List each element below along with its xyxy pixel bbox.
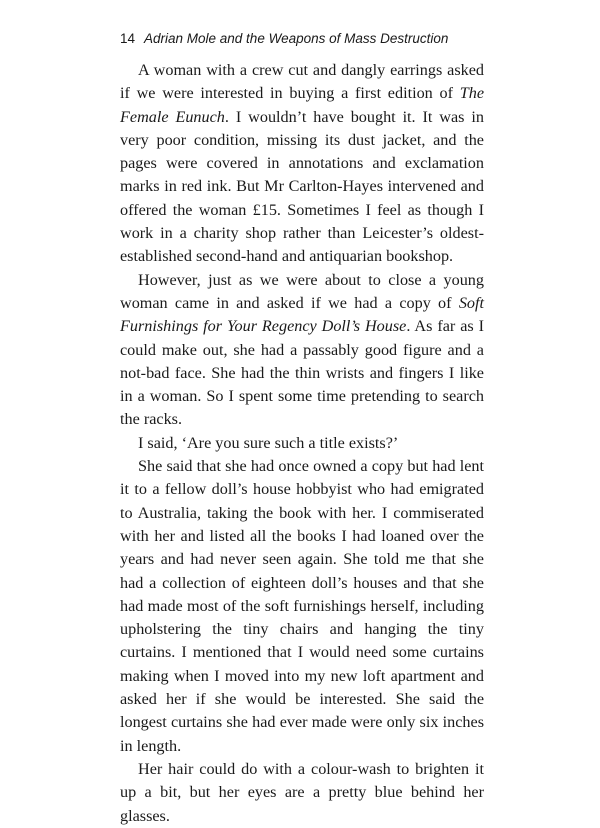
page-number: 14 [120, 31, 136, 46]
text-run: I said, ‘Are you sure such a title exists?’ [138, 433, 399, 452]
paragraph-1 [120, 59, 484, 269]
paragraph-4 [120, 455, 484, 758]
text-run: She said that she had once owned a copy but had lent it to a fellow doll’s house hobbyist who had emigrated to Australia, taking the book with her. I commiserated with her and listed all the books I had loaned over the years and had never seen again. She told me that she had a collection of eighteen doll’s houses and that she had made most of the soft furnishings herself, including upholstering the tiny chairs and hanging the tiny curtains. I mentioned that I would need some curtains making when I moved into my new loft apartment and asked her if she would be interested. She said the longest curtains she had ever made were only six inches in length. [120, 457, 484, 755]
body-text [120, 59, 484, 828]
text-run: . As far as I could make out, she had a passably good figure and a not-bad face. She had the thin wrists and fingers I like in a woman. So I spent some time pretending to search the racks. [120, 317, 485, 429]
paragraph-5 [120, 758, 484, 828]
text-run: A woman with a crew cut and dangly earrings asked if we were interested in buying a first edition of [120, 61, 484, 103]
running-head [120, 28, 484, 50]
text-run: . I wouldn’t have bought it. It was in very poor condition, missing its dust jacket, and the pages were covered in annotations and exclamation marks in red ink. But Mr Carlton-Hayes intervened and offered the woman £15. Sometimes I feel as though I work in a charity shop rather than Leicester’s oldest-established second-hand and antiquarian bookshop. [120, 107, 484, 266]
book-title: Adrian Mole and the Weapons of Mass Destruction [144, 31, 449, 46]
paragraph-2 [120, 269, 484, 432]
text-run: However, just as we were about to close a young woman came in and asked if we had a copy of [120, 270, 484, 312]
paragraph-3 [120, 432, 484, 455]
book-title-soft-furnishings: Soft Furnishings for Your Regency Doll’s House [120, 293, 484, 336]
book-title-female-eunuch: The Female Eunuch [120, 84, 484, 126]
text-run: Her hair could do with a colour-wash to brighten it up a bit, but her eyes are a pretty blue behind her glasses. [120, 759, 484, 825]
book-page [120, 28, 484, 828]
